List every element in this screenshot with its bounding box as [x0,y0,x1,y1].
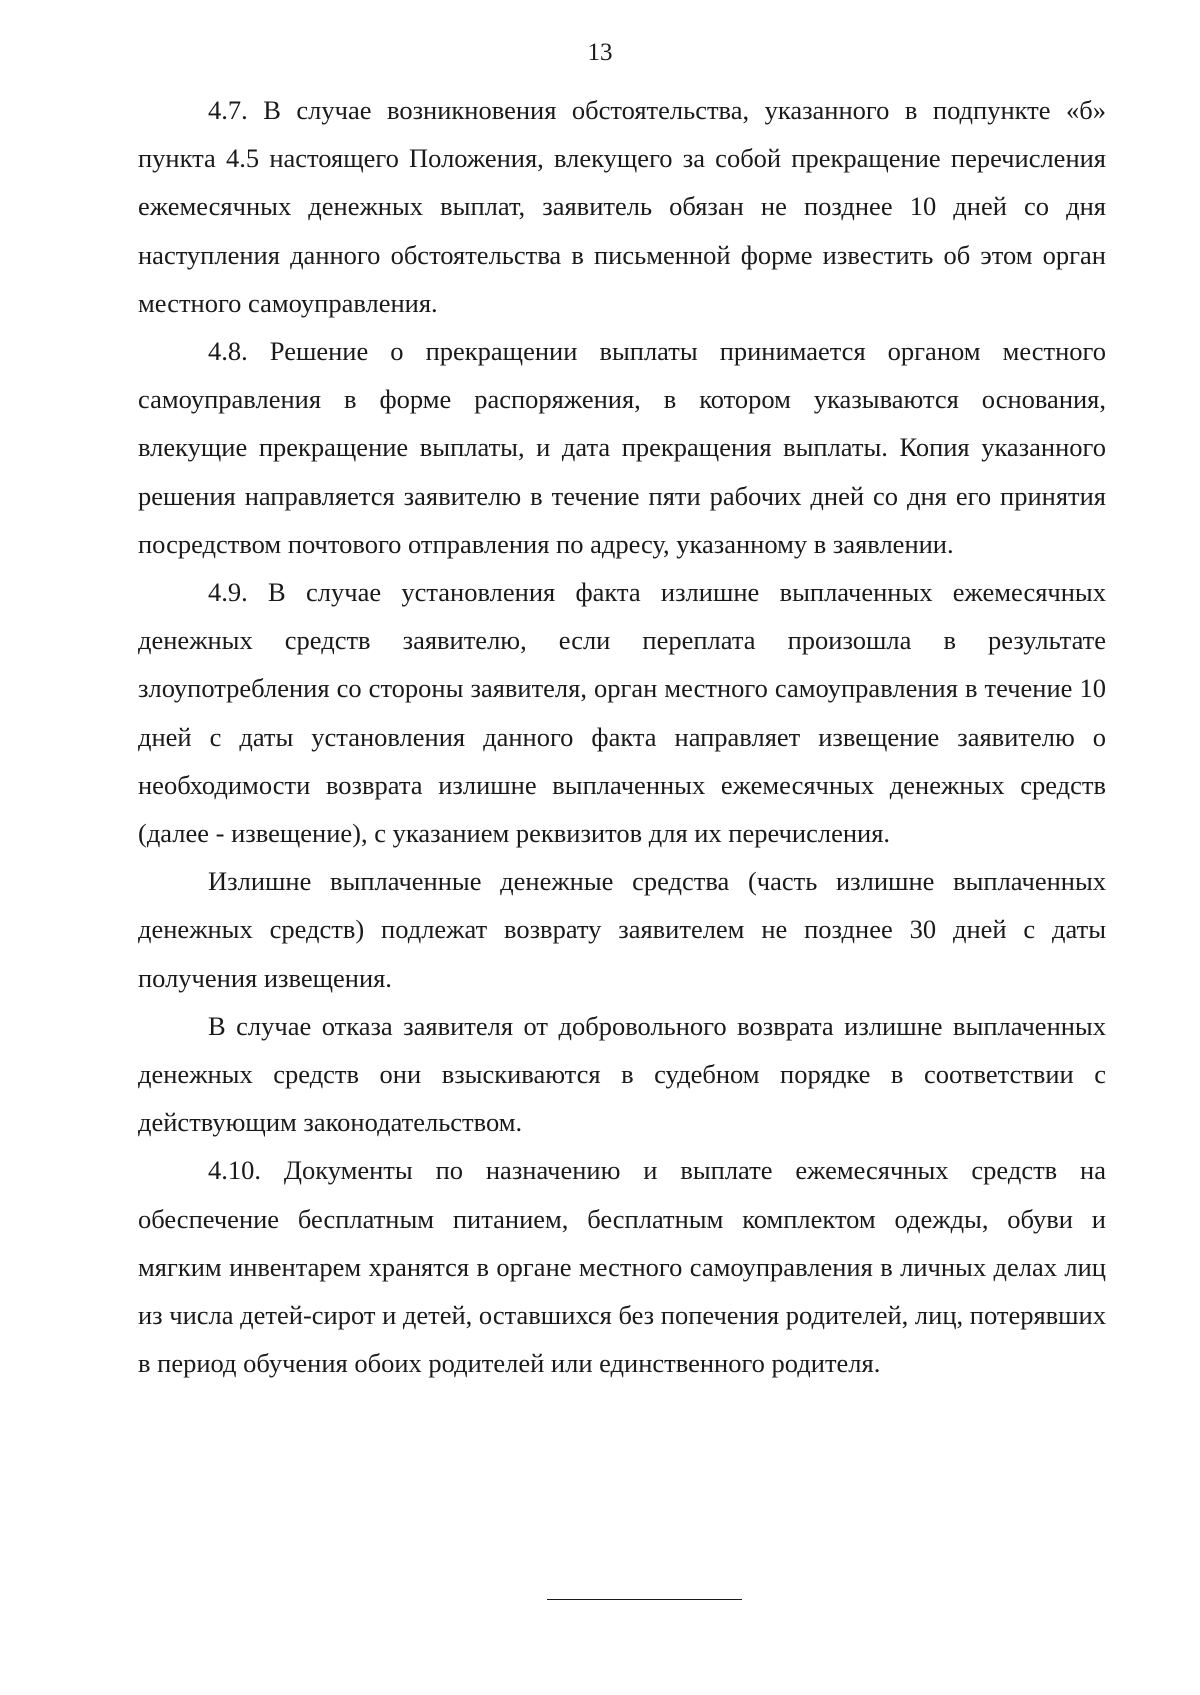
paragraph-4-7: 4.7. В случае возникновения обстоятельства, указанного в подпункте «б» пункта 4.5 настоящего Положения, влекущего за собой прекращение перечисления ежемесячных денежных выплат, заявитель обязан не позднее 10 дней со дня наступления данного обстоятельства в письменной форме известить об этом орган местного самоуправления. [138,95,1106,318]
paragraph-refusal-recovery: В случае отказа заявителя от добровольного возврата излишне выплаченных денежных средств они взыскиваются в судебном порядке в соответствии с действующим законодательством. [138,1010,1106,1138]
paragraph-4-8: 4.8. Решение о прекращении выплаты принимается органом местного самоуправления в форме распоряжения, в котором указываются основания, влекущие прекращение выплаты, и дата прекращения выплаты. Копия указанного решения направляется заявителю в течение пяти рабочих дней со дня его принятия посредством почтового отправления по адресу, указанному в заявлении. [138,336,1106,559]
paragraph-4-10: 4.10. Документы по назначению и выплате ежемесячных средств на обеспечение бесплатным питанием, бесплатным комплектом одежды, обуви и мягким инвентарем хранятся в органе местного самоуправления в личных делах лиц из числа детей-сирот и детей, оставшихся без попечения родителей, лиц, потерявших в период обучения обоих родителей или единственного родителя. [138,1155,1106,1379]
document-body [138,86,1106,1387]
paragraph-4-9: 4.9. В случае установления факта излишне выплаченных ежемесячных денежных средств заявителю, если переплата произошла в результате злоупотребления со стороны заявителя, орган местного самоуправления в течение 10 дней с даты установления данного факта направляет извещение заявителю о необходимости возврата излишне выплаченных ежемесячных денежных средств (далее - извещение), с указанием реквизитов для их перечисления. [138,577,1106,849]
paragraph-overpayment-return: Излишне выплаченные денежные средства (часть излишне выплаченных денежных средств) подлежат возврату заявителем не позднее 30 дней с даты получения извещения. [138,866,1106,993]
page-number: 13 [587,39,613,66]
closing-divider-line [547,1599,742,1600]
